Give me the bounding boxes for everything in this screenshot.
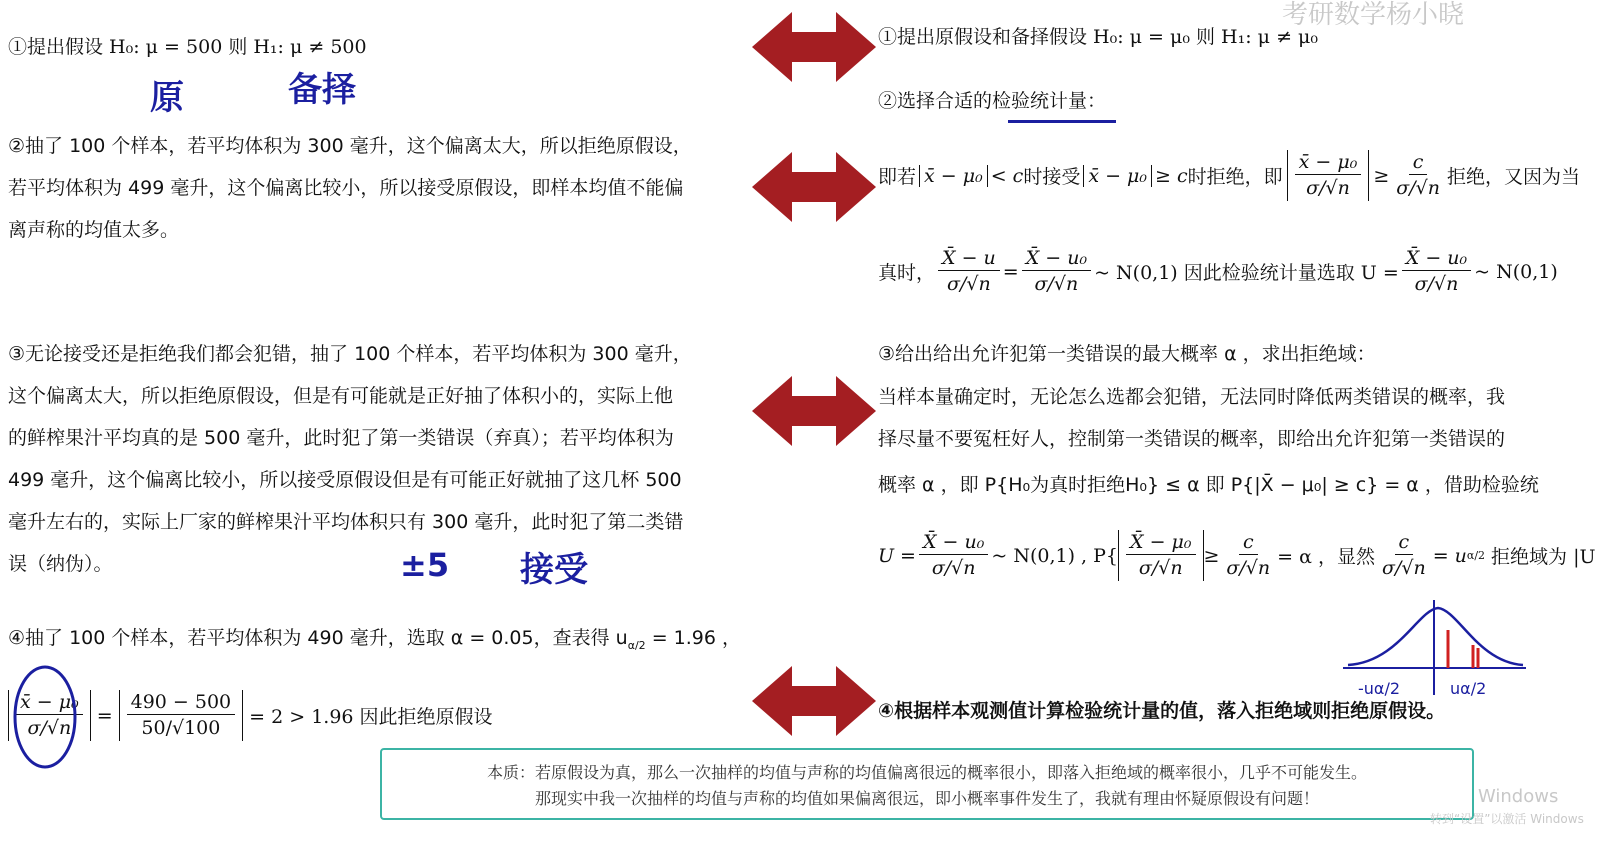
watermark-windows: Windows bbox=[1478, 786, 1559, 807]
watermark-activate: 转到“设置”以激活 Windows bbox=[1430, 812, 1584, 826]
handwritten-note-alternative: 备择 bbox=[288, 70, 356, 110]
svg-text:uα/2: uα/2 bbox=[1450, 679, 1487, 698]
left-step-3-line-2: 这个偏离太大，所以拒绝原假设，但是有可能就是正好抽了体积小的，实际上他 bbox=[8, 385, 674, 407]
left-step-3-line-4: 499 毫升，这个偏离比较小，所以接受原假设但是有可能正好就抽了这几杯 500 bbox=[8, 469, 682, 491]
handwritten-underline bbox=[1008, 120, 1116, 123]
abs-value-numeric bbox=[119, 690, 244, 741]
right-step-1: ①提出原假设和备择假设 H₀: μ = μ₀ 则 H₁: μ ≠ μ₀ bbox=[878, 26, 1318, 48]
fraction-denominator: σ/√n bbox=[27, 717, 72, 739]
handwritten-note-plusminus: ±5 bbox=[400, 546, 450, 584]
summary-box bbox=[380, 748, 1474, 820]
double-arrow-icon bbox=[752, 376, 876, 446]
left-step-2-line-1: ②抽了 100 个样本，若平均体积为 300 毫升，这个偏离太大，所以拒绝原假设， bbox=[8, 135, 692, 157]
left-step-4-formula: $\frac{\text{x̄ − μ₀}}{\sigma/√n}$ = $\frac{490 - 500}{50/√100}$ = 2 > 1.96 因此拒绝原假设 bbox=[8, 690, 493, 741]
right-step-3-line-2: 择尽量不要冤枉好人，控制第一类错误的概率，即给出允许犯第一类错误的 bbox=[878, 428, 1506, 450]
formula-result: = 2 > 1.96 因此拒绝原假设 bbox=[249, 706, 493, 728]
right-step-2 bbox=[878, 80, 1106, 122]
right-step-3-formula: U = $\frac{\text{X̄ − u₀}}{\sigma/√n}$ ~ N(0,1) , P{ $\frac{\text{X̄ − μ₀}}{\sigma/√n}$ ≥ $\frac{c}{\sigma/√n}$ = α ，显然 $\frac{c}{\sigma/√n}$ = u α/2 拒绝域为 |U bbox=[878, 531, 1596, 579]
left-step-1: ①提出假设 H₀: μ = 500 则 H₁: μ ≠ 500 bbox=[8, 36, 367, 58]
formula-u-prefix: U = bbox=[878, 544, 916, 567]
formula-u-critical: = u bbox=[1432, 544, 1467, 567]
right-step-4: ④根据样本观测值计算检验统计量的值，落入拒绝域则拒绝原假设。 bbox=[878, 700, 1446, 722]
summary-line-2: 那现实中我一次抽样的均值与声称的均值如果偏离很远，即小概率事件发生了，我就有理由怀疑原假设有问题！ bbox=[534, 789, 1319, 808]
svg-text:-uα/2: -uα/2 bbox=[1358, 679, 1401, 698]
watermark-top: 考研数学杨小晓 bbox=[1282, 0, 1465, 30]
left-step-3-line-6: 误（纳伪）。 bbox=[8, 553, 113, 575]
formula-u-dist: ~ N(0,1) , P{ bbox=[991, 544, 1118, 567]
fraction-denominator-numeric: 50/√100 bbox=[141, 717, 221, 739]
right-step-2-distribution: 真时， $\frac{X̄ - u}{\sigma/√n}$ = $\frac{\text{X̄ − u₀}}{\sigma/√n}$ ~ N(0,1) 因此检验统计量选取 U = $\frac{\text{X̄ − u₀}}{\sigma/√n}$ ~ N(0,1) bbox=[878, 247, 1558, 295]
left-step-2-line-2: 若平均体积为 499 毫升，这个偏离比较小，所以接受原假设，即样本均值不能偏 bbox=[8, 177, 684, 199]
left-step-3-line-3: 的鲜榨果汁平均真的是 500 毫升，此时犯了第一类错误（弃真）；若平均体积为 bbox=[8, 427, 674, 449]
normal-curve-sketch bbox=[1338, 590, 1528, 700]
criterion-reject: 时拒绝，即 bbox=[1187, 166, 1283, 188]
handwritten-circle-formula bbox=[10, 662, 80, 772]
fraction-numerator-numeric: 490 − 500 bbox=[127, 690, 236, 715]
criterion-accept: 时接受 bbox=[1023, 166, 1081, 188]
handwritten-note-null: 原 bbox=[150, 78, 184, 118]
summary-line-1: 本质：若原假设为真，那么一次抽样的均值与声称的均值偏离很远的概率很小，即落入拒绝域的概率很小，几乎不可能发生。 bbox=[486, 763, 1367, 782]
fraction-numerator: x̄ − μ₀ bbox=[16, 690, 83, 715]
double-arrow-icon bbox=[752, 666, 876, 736]
right-step-3: ③给出给出允许犯第一类错误的最大概率 α ，求出拒绝域： bbox=[878, 343, 1376, 365]
left-step-4: ④抽了 100 个样本，若平均体积为 490 毫升，选取 α = 0.05，查表得 $u_{\alpha/2} = 1.96$ ， bbox=[8, 627, 742, 652]
left-step-4-text: ④抽了 100 个样本，若平均体积为 490 毫升，选取 α = 0.05，查表得 u bbox=[8, 627, 628, 649]
distribution-prefix: 真时， bbox=[878, 262, 936, 284]
left-step-2-line-3: 离声称的均值太多。 bbox=[8, 219, 180, 241]
left-step-4-tail: = 1.96 ， bbox=[651, 627, 742, 649]
left-step-3-line-1: ③无论接受还是拒绝我们都会犯错，抽了 100 个样本，若平均体积为 300 毫升， bbox=[8, 343, 692, 365]
distribution-text: ~ N(0,1) 因此检验统计量选取 U = bbox=[1094, 262, 1399, 284]
double-arrow-icon bbox=[752, 12, 876, 82]
right-step-2-text: ②选择合适的检验统计量： bbox=[878, 90, 1107, 112]
criterion-prefix: 即若 bbox=[878, 166, 917, 188]
right-step-2-criterion: 即若 x̄ − μ₀ < c 时接受 x̄ − μ₀ ≥ c 时拒绝，即 $\frac{\text{x̄ − μ₀}}{\sigma/√n}$ ≥ $\frac{c}{\sigma/√n}$ 拒绝，又因为当 bbox=[878, 151, 1580, 199]
fraction-numeric bbox=[127, 690, 236, 741]
formula-alpha: = α ，显然 bbox=[1277, 546, 1375, 568]
formula-reject-region: 拒绝域为 |U bbox=[1491, 546, 1596, 568]
criterion-suffix: 拒绝，又因为当 bbox=[1446, 166, 1580, 188]
handwritten-note-accept: 接受 bbox=[520, 550, 588, 590]
distribution-end: ~ N(0,1) bbox=[1474, 260, 1558, 283]
right-step-3-line-1: 当样本量确定时，无论怎么选都会犯错，无法同时降低两类错误的概率，我 bbox=[878, 386, 1506, 408]
double-arrow-icon bbox=[752, 152, 876, 222]
left-step-3-line-5: 毫升左右的，实际上厂家的鲜榨果汁平均体积只有 300 毫升，此时犯了第二类错 bbox=[8, 511, 684, 533]
right-step-3-line-3: 概率 α ，即 P{H₀为真时拒绝H₀} ≤ α 即 P{|X̄ − μ₀| ≥ c} = α ，借助检验统 bbox=[878, 474, 1539, 496]
